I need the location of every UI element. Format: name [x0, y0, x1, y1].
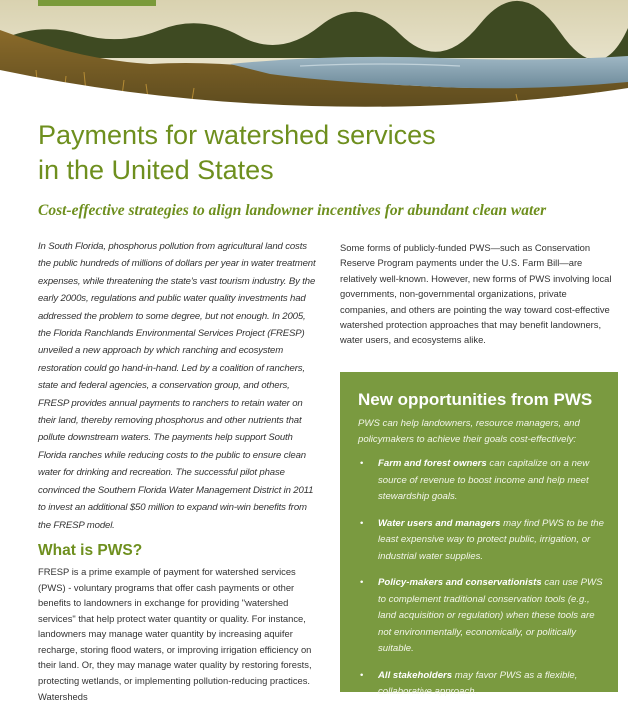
list-item [358, 516, 604, 566]
page-title: Payments for watershed services in the United States [38, 120, 436, 185]
list-item-lead: Farm and forest owners [378, 458, 487, 469]
list-item-lead: All stakeholders [378, 669, 453, 681]
what-is-pws-heading: What is PWS? [38, 541, 143, 559]
what-is-pws-body: FRESP is a prime example of payment for watershed services (PWS) - voluntary programs that offer cash payments or other benefits to landowners in exchange for providing "watershed services" that help protect water quantity or quality. For instance, landowners may manage water quantity by increasing aquifer recharge, storing flood waters, or improving irrigation efficiency on their land. Or, they may manage water quality by restoring forests, protecting wetlands, or implementing pollution-reducing practices. Watersheds [38, 565, 312, 702]
left-column [38, 238, 318, 704]
bullet-icon: • [360, 669, 364, 681]
opportunities-intro: PWS can help landowners, resource managers, and policymakers to achieve their goals cost-effectively: [358, 418, 580, 445]
wetland-landscape-photo-icon [0, 0, 628, 112]
bullet-icon: • [360, 458, 364, 469]
bullet-icon: • [360, 517, 364, 529]
opportunities-heading: New opportunities from PWS [358, 390, 593, 409]
list-item [358, 456, 604, 506]
intro-paragraph: In South Florida, phosphorus pollution from agricultural land costs the public hundreds of millions of dollars per year in water treatment expenses, while threatening the state's vast tourism industry. By the early 2000s, regulations and public water quality investments had addressed the problem to some degree, but not enough. In 2005, the Florida Ranchlands Environmental Services Project (FRESP) unveiled a new approach by which ranching and ecosystem restoration could go hand-in-hand. Led by a coalition of ranchers, state and federal agencies, a conservation group, and others, FRESP provides annual payments to ranchers to retain water on their land, thereby removing phosphorus and other nutrients that pollute downstream waters. The payments help support South Florida ranches while reducing costs to the public to ensure clean water for drinking and recreation. The successful pilot phase convinced the Southern Florida Water Management District in 2011 to invest an additional $50 million to expand win-win benefits from the FRESP model. [38, 241, 316, 531]
list-item-lead: Water users and managers [378, 517, 501, 529]
list-item-text: may favor PWS as a flexible, collaborative approach. [378, 669, 578, 697]
header-tab [38, 0, 156, 6]
opportunities-list [358, 456, 604, 701]
right-column-paragraph: Some forms of publicly-funded PWS—such as Conservation Reserve Program payments under the U.S. Farm Bill—are relatively well-known. However, new forms of PWS involving local governments, non-governmental organizations, private companies, and others are pointing the way toward cost-effective watershed protection approaches that may benefit landowners, water users, and ecosystems alike. [340, 242, 612, 346]
list-item [358, 575, 604, 658]
list-item-lead: Policy-makers and conservationists [378, 577, 542, 588]
hero-photo [0, 0, 628, 112]
bullet-icon: • [360, 577, 364, 588]
page-subtitle: Cost-effective strategies to align landowner incentives for abundant clean water [38, 202, 547, 219]
list-item [358, 668, 604, 701]
list-item-text: can use PWS to complement traditional conservation tools (e.g., land acquisition or regulation) when these tools are not environmentally, economically, or politically suitable. [378, 577, 603, 654]
opportunities-sidebar-box [340, 372, 618, 697]
list-item-text: can capitalize on a new source of revenue to boost income and help meet stewardship goals. [378, 458, 590, 502]
list-item-text: may find PWS to be the least expensive way to protect public, irrigation, or industrial water supplies. [378, 517, 604, 562]
